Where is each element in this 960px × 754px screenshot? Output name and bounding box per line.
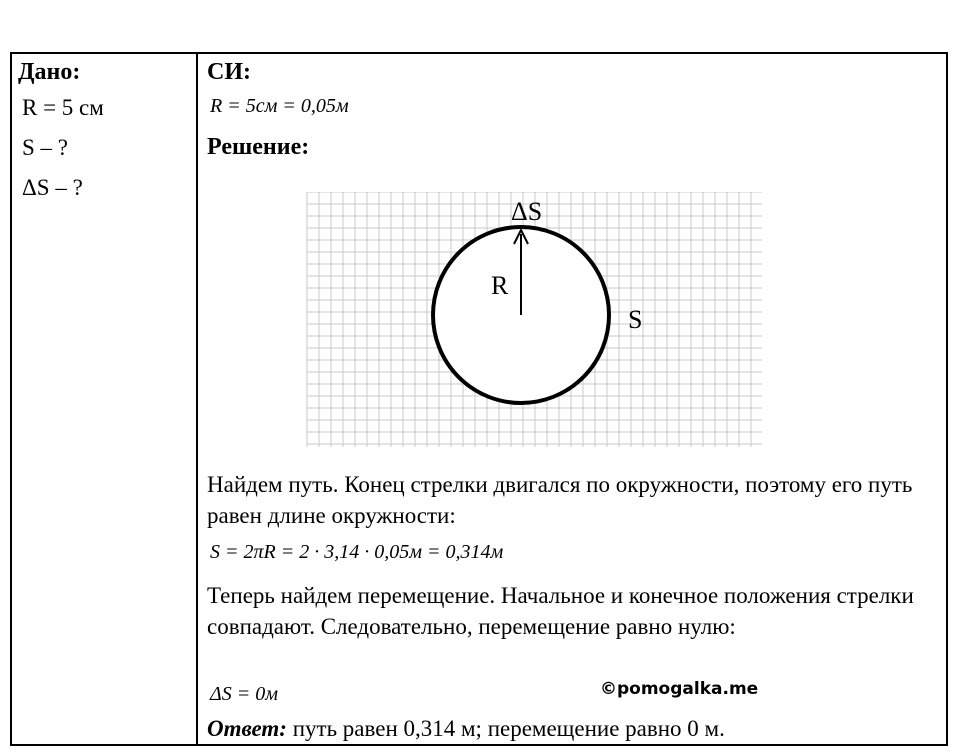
solution-table (10, 52, 948, 746)
given-radius: R = 5 см (22, 95, 104, 120)
circle-diagram (292, 192, 772, 452)
si-title: СИ: (207, 59, 251, 85)
given-displacement-query: ΔS – ? (22, 175, 83, 200)
given-title: Дано: (18, 59, 81, 85)
answer-label: Ответ: (207, 716, 287, 741)
answer-line (207, 716, 725, 742)
path-formula: S = 2πR = 2 · 3,14 · 0,05м = 0,314м (210, 541, 504, 563)
path-explanation: Найдем путь. Конец стрелки двигался по окружности, поэтому его путь равен длине окружности: (207, 472, 913, 528)
watermark: ©pomogalka.me (600, 679, 759, 699)
path-label: S (628, 305, 643, 334)
radius-label: R (491, 271, 509, 300)
displacement-explanation: Теперь найдем перемещение. Начальное и конечное положения стрелки совпадают. Следовательно, перемещение равно нулю: (207, 583, 914, 639)
given-path-query: S – ? (22, 135, 68, 160)
displacement-formula: ΔS = 0м (210, 683, 278, 705)
column-divider (196, 54, 198, 744)
si-conversion: R = 5см = 0,05м (210, 95, 349, 117)
solution-title: Решение: (207, 134, 310, 160)
answer-text: путь равен 0,314 м; перемещение равно 0 м. (286, 716, 725, 741)
displacement-label: ΔS (511, 197, 543, 226)
